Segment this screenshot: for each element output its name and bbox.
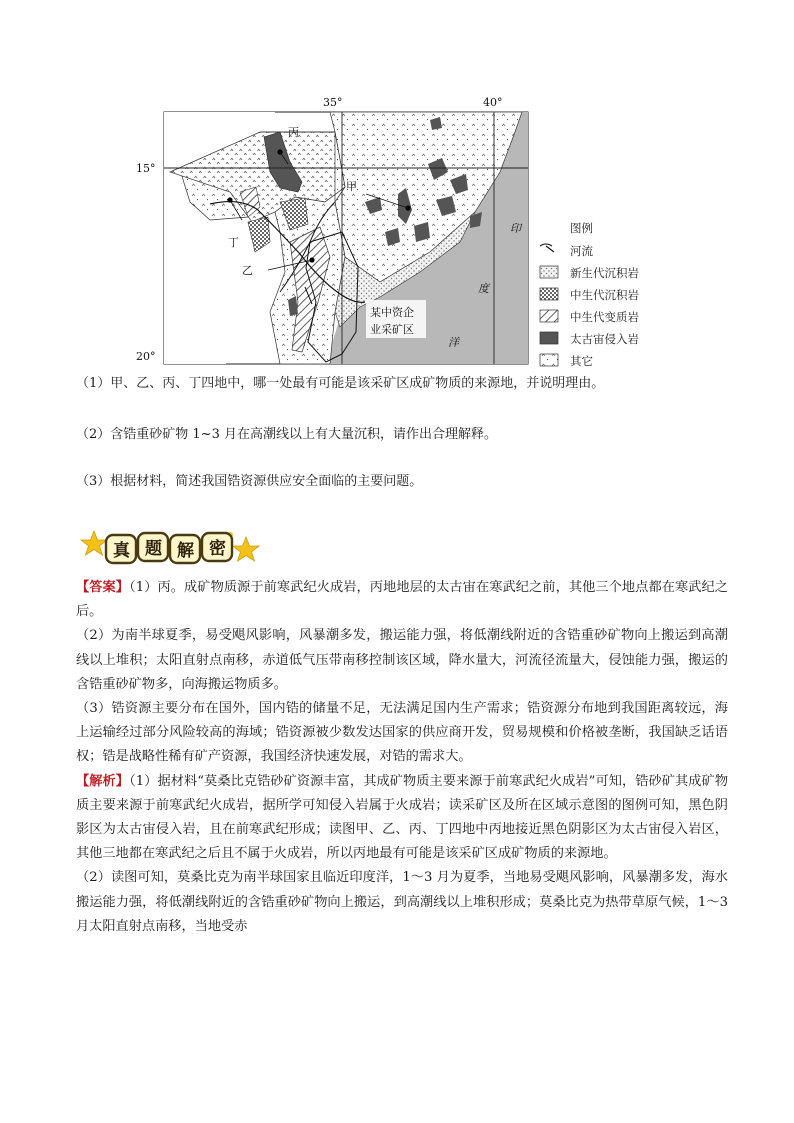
ocean-label-3: 洋	[448, 336, 459, 349]
star-left-icon	[81, 531, 107, 555]
ocean-label-2: 度	[478, 282, 489, 295]
label-yi: 乙	[242, 264, 253, 277]
section-banner	[80, 525, 260, 569]
legend-item-5: 其它	[570, 354, 593, 368]
lon-40-label: 40°	[483, 96, 503, 109]
mine-label-line2: 业采矿区	[370, 323, 414, 336]
answer-tag: 【答案】	[76, 580, 130, 595]
geology-map-svg	[130, 92, 670, 372]
legend-item-0: 河流	[570, 244, 593, 258]
star-right-icon	[233, 537, 259, 561]
legend-item-3: 中生代变质岩	[570, 310, 639, 324]
label-jia: 甲	[346, 180, 357, 193]
legend-meso-meta-symbol	[540, 310, 558, 322]
lat-15-label: 15°	[136, 162, 156, 175]
banner-char-0: 真	[113, 541, 130, 561]
banner-char-2: 解	[177, 541, 194, 561]
geology-map	[130, 92, 670, 372]
analysis-1-text: （1）据材料“莫桑比克锆砂矿资源丰富，其成矿物质主要来源于前寒武纪火成岩”可知，锆砂矿其成矿物质主要来源于前寒武纪火成岩，据所学可知侵入岩属于火成岩；读采矿区及所在区域示意图的图例可知，黑色阴影区为太古宙侵入岩，且在前寒武纪形成；读图甲、乙、丙、丁四地中丙地接近黑色阴影区为太古宙侵入岩区，其他三地都在寒武纪之后且不属于火成岩，所以丙地最有可能是该采矿区成矿物质的来源地。	[76, 773, 729, 862]
legend-new-sed-symbol	[540, 266, 558, 278]
lat-20-label: 20°	[136, 350, 156, 363]
question-1: （1）甲、乙、丙、丁四地中，哪一处最有可能是该采矿区成矿物质的来源地，并说明理由。	[76, 376, 605, 391]
legend-meso-sed-symbol	[540, 288, 558, 300]
map-legend	[540, 221, 639, 368]
question-2: （2）含锆重砂矿物 1~3 月在高潮线以上有大量沉积，请作出合理解释。	[76, 427, 497, 442]
legend-title: 图例	[570, 221, 593, 235]
legend-other-symbol	[540, 354, 558, 366]
answer-block	[76, 576, 728, 939]
legend-archean-symbol	[540, 332, 558, 344]
mine-label-line1: 某中资企	[370, 306, 414, 319]
answer-para-2: （2）为南半球夏季，易受飓风影响，风暴潮多发，搬运能力强，将低潮线附近的含锆重砂矿物向上搬运到高潮线以上堆积；太阳直射点南移，赤道低气压带南移控制该区域，降水量大，河流径流量大，侵蚀能力强，搬运的含锆重砂矿物多，向海搬运物质多。	[76, 628, 728, 692]
answer-para-1	[76, 576, 728, 624]
analysis-tag: 【解析】	[76, 773, 130, 789]
ocean-label-1: 印	[510, 222, 521, 235]
legend-item-4: 太古宙侵入岩	[570, 332, 639, 346]
question-3: （3）根据材料，简述我国锆资源供应安全面临的主要问题。	[76, 474, 423, 489]
legend-item-1: 新生代沉积岩	[570, 266, 639, 280]
banner-char-3: 密	[209, 539, 226, 559]
banner-svg	[80, 525, 260, 569]
label-ding: 丁	[228, 236, 239, 249]
legend-item-2: 中生代沉积岩	[570, 288, 639, 302]
legend-river-symbol	[540, 244, 554, 252]
analysis-para-1	[76, 770, 728, 867]
answer-para-3: （3）锆资源主要分布在国外，国内锆的储量不足，无法满足国内生产需求；锆资源分布地到我国距离较远，海上运输经过部分风险较高的海域；锆资源被少数发达国家的供应商开发，贸易规模和价格被垄断，我国缺乏话语权；锆是战略性稀有矿产资源，我国经济快速发展，对锆的需求大。	[76, 701, 728, 765]
analysis-para-2: （2）读图可知，莫桑比克为南半球国家且临近印度洋，1～3 月为夏季，当地易受飓风影响，风暴潮多发，海水搬运能力强，将低潮线附近的含锆重砂矿物向上搬运，到高潮线以上堆积形成；莫桑比克为热带草原气候，1～3 月太阳直射点南移，当地受赤	[76, 870, 728, 934]
answer-1-text: （1）丙。成矿物质源于前寒武纪火成岩，丙地地层的太古宙在寒武纪之前，其他三个地点都在寒武纪之后。	[76, 580, 728, 620]
banner-char-1: 题	[145, 539, 162, 559]
lon-35-label: 35°	[323, 96, 343, 109]
label-bing: 丙	[288, 126, 299, 139]
